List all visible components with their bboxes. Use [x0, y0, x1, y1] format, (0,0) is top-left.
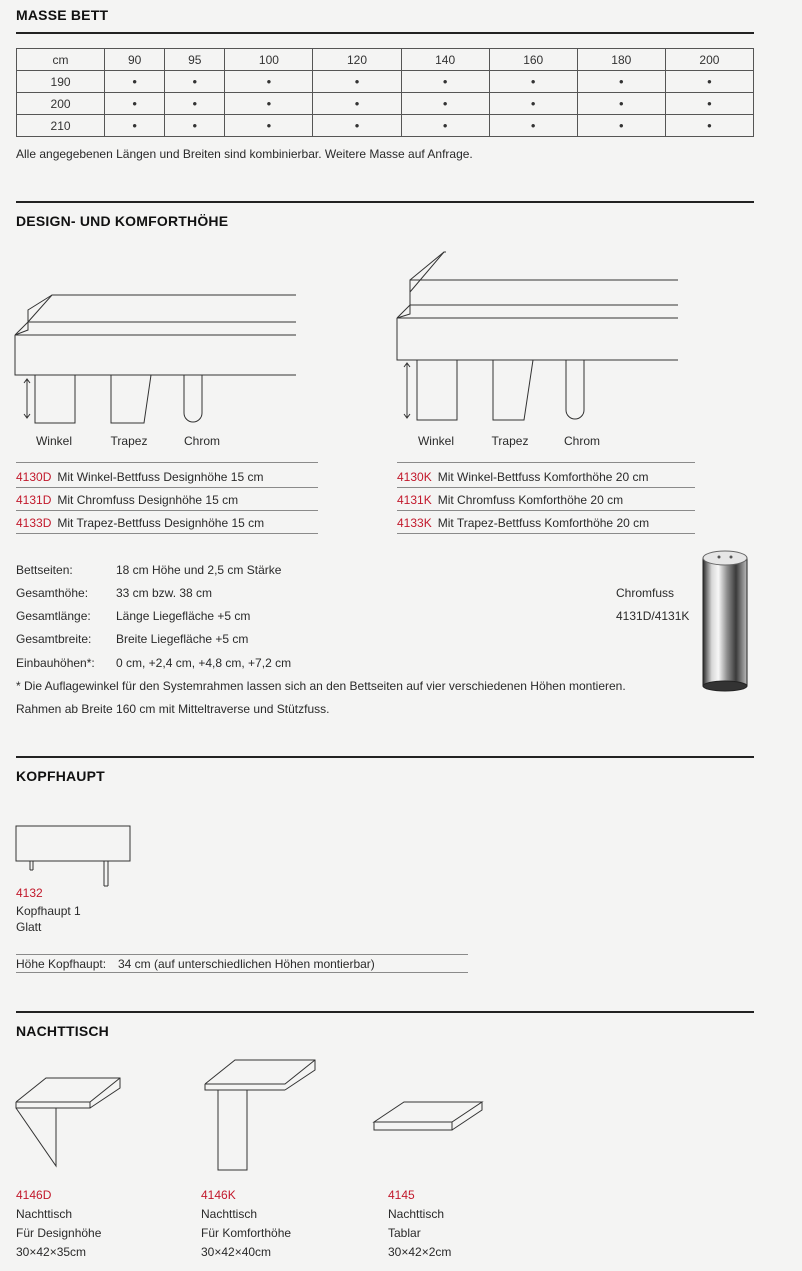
spec-label: Gesamtlänge: [16, 609, 91, 623]
nachttisch-desc: Tablar [388, 1226, 421, 1240]
nachttisch-code: 4146K [201, 1188, 236, 1202]
availability-dot: • [105, 93, 165, 115]
nachttisch-4146k-illustration [205, 1060, 320, 1175]
product-text: Mit Chromfuss Designhöhe 15 cm [57, 493, 239, 507]
product-code: 4130D [16, 470, 52, 484]
nachttisch-4145-illustration [374, 1100, 486, 1135]
table-row [17, 93, 754, 115]
availability-dot: • [665, 93, 753, 115]
divider [16, 32, 754, 34]
foot-label-chrom: Chrom [563, 434, 600, 448]
product-code: 4130K [397, 470, 432, 484]
nachttisch-desc: Für Designhöhe [16, 1226, 102, 1240]
availability-dot: • [665, 71, 753, 93]
spec-value: 18 cm Höhe und 2,5 cm Stärke [116, 563, 282, 577]
design-title: DESIGN- UND KOMFORTHÖHE [16, 213, 229, 229]
product-code: 4131K [397, 493, 432, 507]
foot-label-trapez: Trapez [110, 434, 148, 448]
product-line [397, 470, 648, 484]
product-line [16, 470, 263, 484]
availability-dot: • [489, 71, 577, 93]
nachttisch-code: 4145 [388, 1188, 415, 1202]
spec-label: Bettseiten: [16, 563, 73, 577]
header-width: 180 [577, 49, 665, 71]
nachttisch-code: 4146D [16, 1188, 52, 1202]
bed-design-illustration [14, 265, 304, 430]
product-text: Mit Chromfuss Komforthöhe 20 cm [437, 493, 624, 507]
row-length: 210 [17, 115, 105, 137]
divider [397, 462, 695, 463]
divider [397, 510, 695, 511]
product-code: 4131D [16, 493, 52, 507]
product-text: Mit Winkel-Bettfuss Designhöhe 15 cm [57, 470, 264, 484]
divider [16, 201, 754, 203]
nachttisch-name: Nachttisch [16, 1207, 73, 1221]
nachttisch-name: Nachttisch [201, 1207, 258, 1221]
kopfhaupt-name: Kopfhaupt 1 [16, 904, 81, 918]
kopfhaupt-title: KOPFHAUPT [16, 768, 105, 784]
divider [16, 462, 318, 463]
spec-value: Länge Liegefläche +5 cm [116, 609, 251, 623]
divider [16, 756, 754, 758]
divider [397, 533, 695, 534]
divider [16, 487, 318, 488]
header-width: 90 [105, 49, 165, 71]
header-width: 140 [401, 49, 489, 71]
kopfhaupt-code: 4132 [16, 886, 43, 900]
nachttisch-4146d-illustration [16, 1078, 126, 1170]
availability-dot: • [577, 115, 665, 137]
table-header-row [17, 49, 754, 71]
spec-label: Gesamthöhe: [16, 586, 89, 600]
header-width: 200 [665, 49, 753, 71]
product-line [16, 516, 264, 530]
spec-value: 33 cm bzw. 38 cm [116, 586, 213, 600]
chromfuss-label: Chromfuss [616, 586, 675, 600]
header-width: 160 [489, 49, 577, 71]
availability-dot: • [401, 115, 489, 137]
header-cm: cm [17, 49, 105, 71]
foot-label-chrom: Chrom [183, 434, 220, 448]
availability-dot: • [489, 93, 577, 115]
foot-label-trapez: Trapez [491, 434, 529, 448]
availability-dot: • [225, 93, 313, 115]
product-text: Mit Trapez-Bettfuss Designhöhe 15 cm [57, 516, 265, 530]
divider [16, 972, 468, 973]
row-length: 200 [17, 93, 105, 115]
kopfhaupt-illustration [16, 826, 136, 888]
spec-label: Einbauhöhen*: [16, 656, 95, 670]
chromfuss-photo [700, 550, 750, 692]
product-line [397, 493, 623, 507]
kopfhaupt-height-value: 34 cm (auf unterschiedlichen Höhen montierbar) [118, 957, 375, 971]
availability-dot: • [401, 93, 489, 115]
foot-label-winkel: Winkel [35, 434, 72, 448]
availability-dot: • [313, 93, 401, 115]
frame-note: Rahmen ab Breite 160 cm mit Mitteltraverse und Stützfuss. [16, 702, 330, 716]
availability-dot: • [313, 71, 401, 93]
spec-label: Gesamtbreite: [16, 632, 92, 646]
nachttisch-dims: 30×42×2cm [388, 1245, 452, 1259]
availability-dot: • [165, 93, 225, 115]
nachttisch-desc: Für Komforthöhe [201, 1226, 292, 1240]
product-text: Mit Winkel-Bettfuss Komforthöhe 20 cm [437, 470, 649, 484]
availability-dot: • [105, 71, 165, 93]
availability-dot: • [225, 71, 313, 93]
kopfhaupt-height-label: Höhe Kopfhaupt: [16, 957, 107, 971]
divider [16, 1011, 754, 1013]
availability-dot: • [165, 71, 225, 93]
availability-dot: • [165, 115, 225, 137]
divider [16, 954, 468, 955]
size-table [16, 48, 754, 137]
product-code: 4133D [16, 516, 52, 530]
nachttisch-dims: 30×42×40cm [201, 1245, 272, 1259]
product-line [16, 493, 238, 507]
divider [397, 487, 695, 488]
availability-dot: • [665, 115, 753, 137]
row-length: 190 [17, 71, 105, 93]
spec-value: Breite Liegefläche +5 cm [116, 632, 249, 646]
header-width: 100 [225, 49, 313, 71]
product-code: 4133K [397, 516, 432, 530]
footnote: * Die Auflagewinkel für den Systemrahmen lassen sich an den Bettseiten auf vier verschiedenen Höhen montieren. [16, 679, 626, 693]
chromfuss-codes: 4131D/4131K [616, 609, 690, 623]
nachttisch-name: Nachttisch [388, 1207, 445, 1221]
bed-komfort-illustration [396, 242, 686, 427]
masse-title: MASSE BETT [16, 7, 109, 23]
masse-note: Alle angegebenen Längen und Breiten sind kombinierbar. Weitere Masse auf Anfrage. [16, 147, 473, 161]
header-width: 95 [165, 49, 225, 71]
product-text: Mit Trapez-Bettfuss Komforthöhe 20 cm [437, 516, 650, 530]
table-row [17, 115, 754, 137]
nachttisch-dims: 30×42×35cm [16, 1245, 87, 1259]
foot-label-winkel: Winkel [417, 434, 454, 448]
availability-dot: • [313, 115, 401, 137]
spec-value: 0 cm, +2,4 cm, +4,8 cm, +7,2 cm [116, 656, 292, 670]
header-width: 120 [313, 49, 401, 71]
availability-dot: • [489, 115, 577, 137]
availability-dot: • [225, 115, 313, 137]
kopfhaupt-finish: Glatt [16, 920, 42, 934]
availability-dot: • [577, 71, 665, 93]
availability-dot: • [401, 71, 489, 93]
nachttisch-title: NACHTTISCH [16, 1023, 109, 1039]
availability-dot: • [577, 93, 665, 115]
product-line [397, 516, 649, 530]
divider [16, 510, 318, 511]
availability-dot: • [105, 115, 165, 137]
table-row [17, 71, 754, 93]
divider [16, 533, 318, 534]
